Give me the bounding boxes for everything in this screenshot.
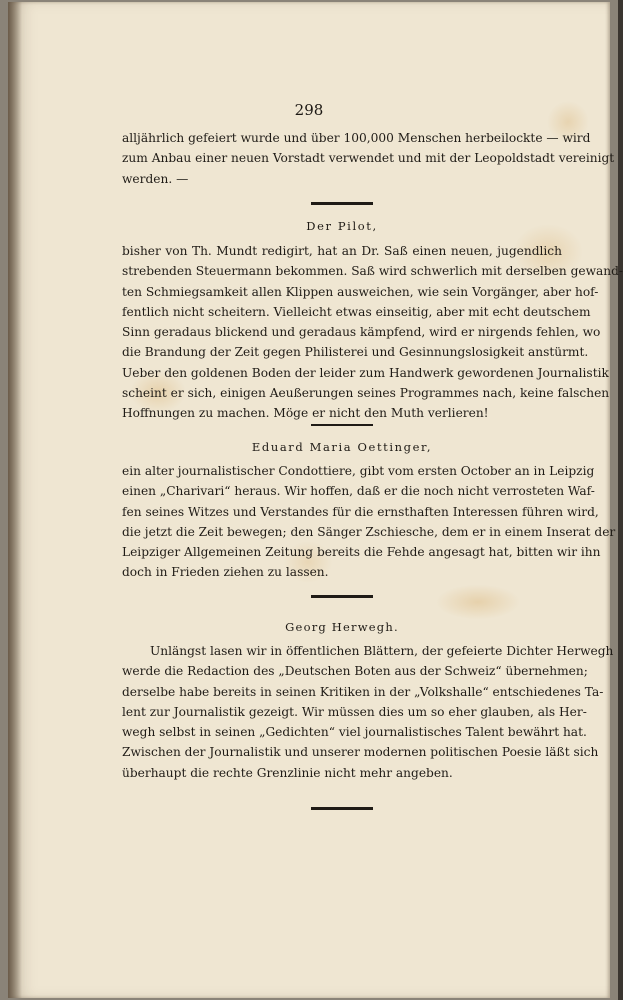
intro-paragraph [122,128,615,189]
page-number: 298 [294,101,324,119]
text-line: Hoffnungen zu machen. Möge er nicht den Muth verlieren! [122,406,489,421]
text-line: ein alter journalistischer Condottiere, gibt vom ersten October an in Leipzig [122,464,595,478]
section-body-oettinger [122,461,616,583]
text-line: wegh selbst in seinen „Gedichten“ viel journalistisches Talent bewährt hat. [122,725,587,740]
section-heading-herwegh: Georg Herwegh. [285,620,399,634]
text-line: ten Schmiegsamkeit allen Klippen ausweichen, wie sein Vorgänger, aber hof- [122,284,599,299]
text-line: die Brandung der Zeit gegen Philisterei und Gesinnungslosigkeit anstürmt. [122,345,589,360]
text-line: Sinn geradaus blickend und geradaus kämpfend, wird er nirgends fehlen, wo [122,325,601,340]
text-line: fentlich nicht scheitern. Vielleicht etwas einseitig, aber mit echt deutschem [122,304,591,319]
text-line: werde die Redaction des „Deutschen Boten aus der Schweiz“ übernehmen; [122,664,588,679]
text-line: strebenden Steuermann bekommen. Saß wird schwerlich mit derselben gewand- [122,264,623,279]
section-heading-pilot: Der Pilot, [306,219,378,233]
text-line: scheint er sich, einigen Aeußerungen seines Programmes nach, keine falschen [122,386,610,401]
section-divider [311,595,373,598]
text-line: werden. — [122,171,189,186]
text-line: alljährlich gefeiert wurde und über 100,000 Menschen herbeilockte — wird [122,131,591,145]
text-line: die jetzt die Zeit bewegen; den Sänger Zschiesche, dem er in einem Inserat der [122,524,616,539]
end-divider [311,807,373,810]
text-line: Unlängst lasen wir in öffentlichen Blättern, der gefeierte Dichter Herwegh [150,644,614,658]
text-line: fen seines Witzes und Verstandes für die ernsthaften Interessen führen wird, [122,504,599,519]
text-line: derselbe habe bereits in seinen Kritiken in der „Volkshalle“ entschiedenes Ta- [122,684,604,699]
section-divider [311,424,373,426]
section-divider [311,202,373,205]
text-line: Leipziger Allgemeinen Zeitung bereits die Fehde angesagt hat, bitten wir ihn [122,545,601,560]
section-body-herwegh [122,641,614,783]
text-line: Ueber den goldenen Boden der leider zum Handwerk gewordenen Journalistik [122,365,609,380]
text-line: lent zur Journalistik gezeigt. Wir müssen dies um so eher glauben, als Her- [122,704,587,719]
section-body-pilot [122,241,623,424]
page-gutter-shadow [8,2,22,998]
text-line: einen „Charivari“ heraus. Wir hoffen, daß er die noch nicht verrosteten Waf- [122,484,595,499]
text-line: Zwischen der Journalistik und unserer modernen politischen Poesie läßt sich [122,745,599,760]
text-line: bisher von Th. Mundt redigirt, hat an Dr. Saß einen neuen, jugendlich [122,244,562,258]
text-line: überhaupt die rechte Grenzlinie nicht mehr angeben. [122,765,453,780]
text-line: zum Anbau einer neuen Vorstadt verwendet und mit der Leopoldstadt vereinigt [122,151,615,166]
text-line: doch in Frieden ziehen zu lassen. [122,565,329,580]
section-heading-oettinger: Eduard Maria Oettinger, [251,440,433,454]
